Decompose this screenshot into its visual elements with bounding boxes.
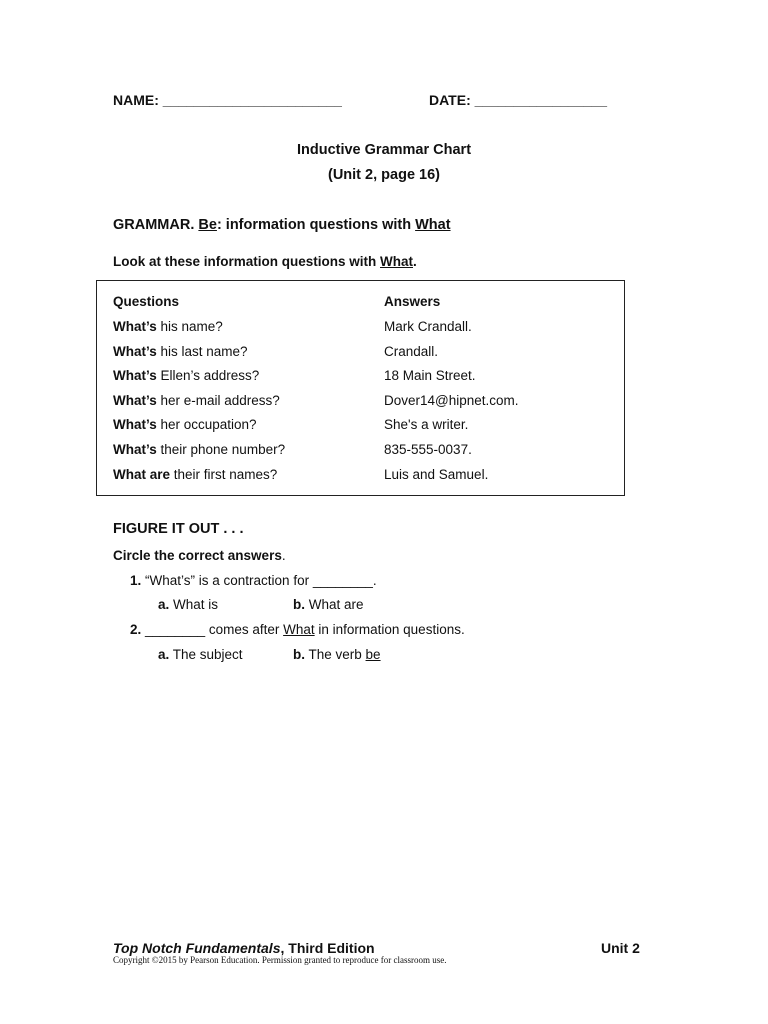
question-row — [113, 442, 285, 457]
answers-header: Answers — [384, 294, 441, 309]
question-row — [113, 319, 223, 334]
date-field — [429, 92, 607, 108]
questions-header: Questions — [113, 294, 180, 309]
table-instruction — [113, 254, 417, 269]
footer-book-title — [113, 940, 375, 956]
option-label: b. — [293, 647, 305, 662]
question-2-option-b[interactable] — [293, 647, 381, 662]
question-1 — [130, 573, 377, 588]
page-title: Inductive Grammar Chart — [296, 142, 472, 158]
question-keyword: What’s — [113, 319, 157, 334]
questions-answers-box — [96, 280, 625, 496]
question-row — [113, 417, 257, 432]
grammar-heading — [113, 217, 451, 233]
name-field — [113, 92, 342, 108]
answer-cell: Dover14@hipnet.com. — [384, 393, 519, 408]
question-2-text-before: ________ comes after — [141, 622, 284, 637]
question-text: her e-mail address? — [156, 393, 280, 408]
grammar-prefix: GRAMMAR. — [113, 217, 199, 233]
date-blank[interactable]: _________________ — [474, 92, 607, 108]
footer-book-edition: , Third Edition — [280, 940, 375, 956]
circle-instruction-end: . — [281, 548, 286, 563]
answer-cell: Luis and Samuel. — [384, 467, 489, 482]
copyright-notice: Copyright ©2015 by Pearson Education. Permission granted to reproduce for classroom use. — [113, 955, 447, 965]
date-label: DATE: — [429, 92, 471, 108]
figure-it-out-heading: FIGURE IT OUT . . . — [113, 521, 244, 537]
question-2-option-a[interactable] — [158, 647, 243, 662]
question-2-what: What — [283, 622, 315, 637]
question-text: her occupation? — [156, 417, 257, 432]
option-label: a. — [158, 647, 170, 662]
question-1-option-b[interactable] — [293, 597, 364, 612]
page-subtitle: (Unit 2, page 16) — [328, 167, 440, 183]
instruction-prefix: Look at these information questions with — [113, 254, 381, 269]
grammar-what: What — [415, 217, 451, 233]
question-keyword: What are — [113, 467, 171, 482]
question-row — [113, 368, 259, 383]
option-label: a. — [158, 597, 170, 612]
name-label: NAME: — [113, 92, 159, 108]
question-2-number: 2. — [130, 622, 142, 637]
question-text: their phone number? — [156, 442, 286, 457]
option-text: The verb — [305, 647, 366, 662]
instruction-what: What — [380, 254, 414, 269]
question-keyword: What’s — [113, 417, 157, 432]
footer-book-italic: Top Notch Fundamentals — [113, 940, 281, 956]
name-blank[interactable]: _______________________ — [162, 92, 342, 108]
grammar-middle: : information questions with — [216, 217, 416, 233]
question-keyword: What’s — [113, 344, 157, 359]
question-1-number: 1. — [130, 573, 142, 588]
option-text: What are — [305, 597, 364, 612]
question-row — [113, 344, 248, 359]
option-text-be: be — [365, 647, 381, 662]
option-label: b. — [293, 597, 305, 612]
answer-cell: She's a writer. — [384, 417, 469, 432]
circle-instruction-bold: Circle the correct answers — [113, 548, 282, 563]
option-text: What is — [169, 597, 219, 612]
instruction-suffix: . — [413, 254, 417, 269]
question-text: his name? — [156, 319, 223, 334]
question-keyword: What’s — [113, 393, 157, 408]
answer-cell: 18 Main Street. — [384, 368, 476, 383]
question-keyword: What’s — [113, 442, 157, 457]
answer-cell: Crandall. — [384, 344, 439, 359]
question-2-text-after: in information questions. — [314, 622, 465, 637]
option-text: The subject — [169, 647, 243, 662]
question-text: their first names? — [170, 467, 278, 482]
question-keyword: What’s — [113, 368, 157, 383]
question-1-option-a[interactable] — [158, 597, 218, 612]
question-1-text: “What’s” is a contraction for ________. — [141, 573, 377, 588]
question-row — [113, 467, 277, 482]
question-text: Ellen’s address? — [156, 368, 260, 383]
answer-cell: Mark Crandall. — [384, 319, 472, 334]
question-2 — [130, 622, 465, 637]
footer-unit: Unit 2 — [601, 940, 640, 956]
answer-cell: 835-555-0037. — [384, 442, 472, 457]
question-row — [113, 393, 280, 408]
circle-instruction — [113, 548, 286, 563]
grammar-be: Be — [198, 217, 217, 233]
question-text: his last name? — [156, 344, 248, 359]
